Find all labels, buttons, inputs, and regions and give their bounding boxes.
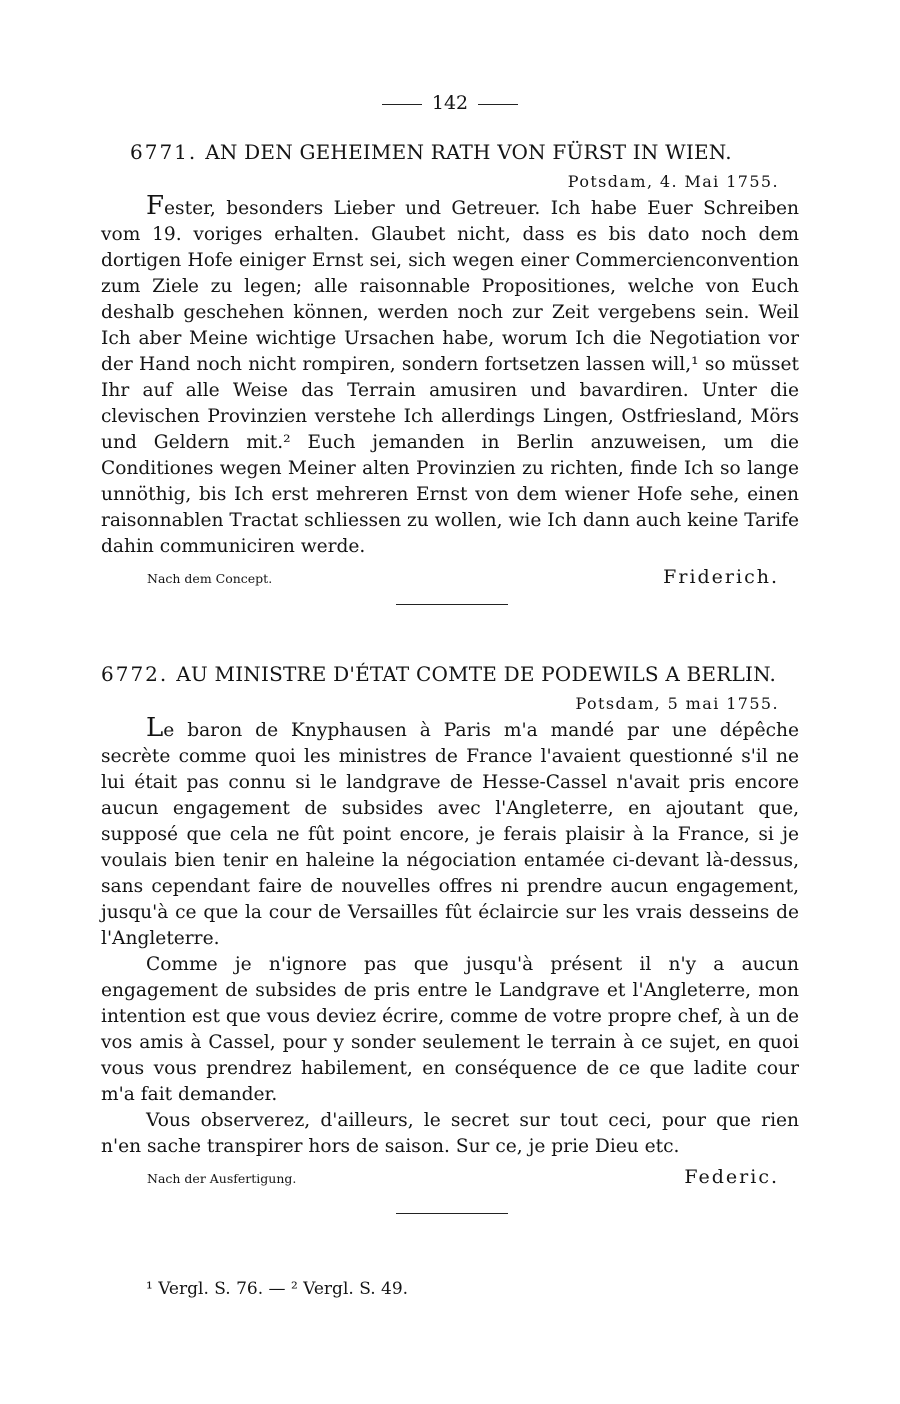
dateline: Potsdam, 5 mai 1755.	[575, 694, 779, 713]
footnotes: ¹ Vergl. S. 76. — ² Vergl. S. 49.	[146, 1279, 409, 1299]
paragraph: Fester, besonders Lieber und Getreuer. Ich habe Euer Schreiben vom 19. voriges erhalten. Glaubet nicht, dass es bis dato noch dem dortigen Hofe einiger Ernst sei, sich wegen einer Commercienconvention zum Ziele zu legen; alle raisonnable Propositiones, welche von Euch deshalb geschehen können, werden noch zur Zeit vergebens sein. Weil Ich aber Meine wichtige Ursachen habe, worum Ich die Negotiation vor der Hand noch nicht rompiren, sondern fortsetzen lassen will,¹ so müsset Ihr auf alle Weise das Terrain amusiren und bavardiren. Unter die clevischen Provinzien verstehe Ich allerdings Lingen, Ostfriesland, Mörs und Geldern mit.² Euch jemanden in Berlin anzuweisen, um die Conditiones wegen Meiner alten Provinzien zu richten, finde Ich so lange unnöthig, bis Ich erst mehreren Ernst von dem wiener Hofe sehe, einen raisonnablen Tractat schliessen zu wollen, wie Ich dann auch keine Tarife dahin communiciren werde.	[101, 191, 799, 557]
source-line	[101, 566, 799, 588]
page-number-dash-right	[478, 104, 518, 105]
letter-title: AN DEN GEHEIMEN RATH VON FÜRST IN WIEN.	[205, 140, 732, 164]
letter-6772	[101, 662, 799, 1188]
source-note: Nach dem Concept.	[147, 571, 273, 586]
source-note: Nach der Ausfertigung.	[147, 1171, 297, 1186]
dateline: Potsdam, 4. Mai 1755.	[567, 172, 779, 191]
paragraph: Vous observerez, d'ailleurs, le secret sur tout ceci, pour que rien n'en sache transpirer hors de saison. Sur ce, je prie Dieu etc.	[101, 1110, 799, 1157]
signature: Friderich.	[663, 566, 779, 588]
letter-6771	[101, 140, 799, 588]
source-line	[101, 1166, 799, 1188]
page-number: 142	[0, 92, 900, 114]
paragraph: Comme je n'ignore pas que jusqu'à présent il n'y a aucun engagement de subsides de pris entre le Landgrave et l'Angleterre, mon intention est que vous deviez écrire, comme de votre propre chef, à un de vos amis à Cassel, pour y sonder seulement le terrain à ce sujet, en quoi vous vous prendrez habilement, en conséquence de ce que ladite cour m'a fait demander.	[101, 954, 799, 1105]
letter-heading	[101, 662, 799, 686]
letter-number: 6772.	[101, 662, 169, 686]
section-divider	[396, 1213, 508, 1214]
letter-title: AU MINISTRE D'ÉTAT COMTE DE PODEWILS A BERLIN.	[176, 662, 777, 686]
paragraph: Le baron de Knyphausen à Paris m'a mandé par une dépêche secrète comme quoi les ministres de France l'avaient questionné s'il ne lui était pas connu si le landgrave de Hesse-Cassel n'avait pris encore aucun engagement de subsides avec l'Angleterre, en ajoutant que, supposé que cela ne fût point encore, je ferais plaisir à la France, si je voulais bien tenir en haleine la négociation entamée ci-devant là-dessus, sans cependant faire de nouvelles offres ni prendre aucun engagement, jusqu'à ce que la cour de Versailles fût éclaircie sur les vrais desseins de l'Angleterre.	[101, 713, 799, 949]
signature: Federic.	[684, 1166, 779, 1188]
page-number-dash-left	[382, 104, 422, 105]
letter-number: 6771.	[130, 140, 198, 164]
section-divider	[396, 604, 508, 605]
letter-heading	[130, 140, 799, 164]
